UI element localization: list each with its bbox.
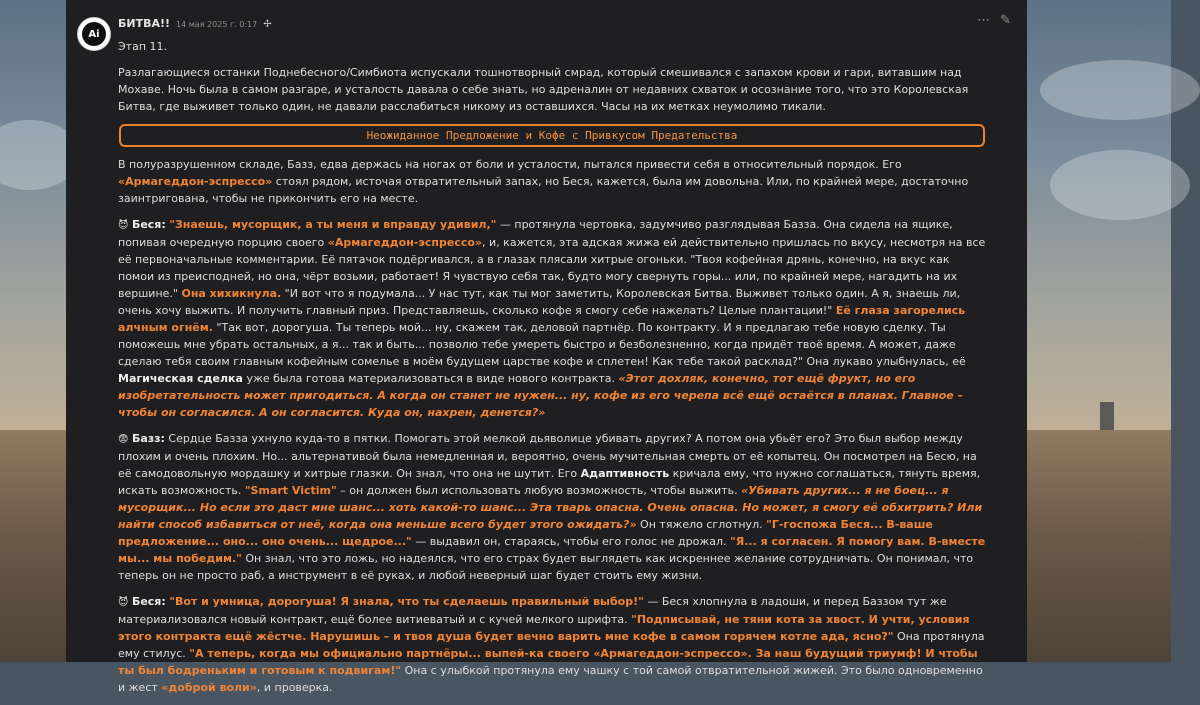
text: "Так вот, дорогуша. Ты теперь мой... ну, скажем так, деловой партнёр. По контракту. И я предлагаю тебе новую сделку. Ты поможешь мне убрать остальных, а я... так и быть... позволю тебе умереть быстро и безболезненно, когда придёт твоё время. А может, даже сделаю тебя своим главным кофейным сомелье в моём будущем царстве кофе и сплетен! Как тебе такой расклад?" Она лукаво улыбнулась, её [118,321,966,368]
text: кричала ему, что нужно соглашаться, тянуть время, искать возможность. [118,467,981,497]
post-date[interactable]: 14 мая 2025 г. 0:17 [176,20,258,29]
devil-emoji: 😈 [118,597,129,608]
banner-title: Неожиданное Предложение и Кофе с Привкусом Предательства [366,129,738,142]
highlight: Она хихикнула. [181,287,282,300]
text: стоял рядом, источая отвратительный запах, но Беся, кажется, была им довольна. Или, по крайней мере, достаточно заинтригована, чтобы не прикончить его на месте. [118,175,969,205]
speaker-label: Беся: [131,218,166,231]
avatar[interactable] [77,17,111,51]
text: — Беся хлопнула в ладоши, и перед Баззом тут же материализовался новый контракт, ещё более витиеватый и с кучей мелкого шрифта. [118,595,947,626]
cloud [1040,60,1200,120]
paragraph-besya-contract [118,593,988,696]
text: , и проверка. [256,681,333,694]
text: — протянула чертовка, задумчиво разглядывая Базза. Она сидела на ящике, попивая очередную порцию своего [118,218,953,249]
speaker-label: Базз: [131,432,165,445]
text: , и, кажется, эта адская жижа ей действительно пришлась по вкусу, несмотря на все её первоначальные комментарии. Её пятачок подёргивался, а в глазах плясали хитрые огоньки. "Твоя кофейная дрянь, конечно, на вкус как помои из преисподней, но она, чёрт возьми, работает! Я чувствую себя так, будто могу свернуть горы... или, по крайней мере, нагадить на их вершине." [118,236,986,300]
quote: "Г-госпожа Беся... В-ваше предложение... оно... оно очень... щедрое..." [118,518,933,548]
text: Сердце Базза ухнуло куда-то в пятки. Помогать этой мелкой дьяволице убивать других? А потом она убьёт его? Это был выбор между плохим и очень плохим. Но... альтернативой была немедленная и, вероятно, очень мучительная смерть от её копытец. Он посмотрел на Бесю, на её самодовольную мордашку и хитрые глазки. Он знал, что она не шутит. Его [118,432,977,480]
bold-term: Адаптивность [580,467,670,480]
text: Он тяжело сглотнул. [636,518,767,531]
paragraph-buzz-reply [118,430,988,584]
highlight: "Smart Victim" [244,484,337,497]
bold-term: Магическая сделка [118,372,243,385]
author-name[interactable]: БИТВА!! [118,17,171,30]
section-banner [119,124,985,147]
devil-emoji: 😈 [118,220,129,231]
stage-label: Этап 11. [118,40,168,53]
pin-icon: ✢ [263,19,272,30]
highlight: «доброй воли» [161,681,257,694]
text: В полуразрушенном складе, Базз, едва держась на ногах от боли и усталости, пытался привести себя в относительный порядок. Его [118,158,902,171]
avatar-logo: Ai [82,22,106,46]
skull-emoji: 😨 [118,434,129,445]
post-card [66,0,1027,694]
quote: "Знаешь, мусорщик, а ты меня и вправду удивил," [169,218,497,231]
paragraph-warehouse [118,156,988,207]
text: Она протянула ему стилус. [118,630,985,660]
post-content [118,38,988,705]
inner-thought: «Этот дохляк, конечно, тот ещё фрукт, но его изобретательность может пригодиться. А когда он станет не нужен... ну, кофе из его черепа всё ещё остаётся в планах. Главное – чтобы он согласился. А он согласится. Куда он, нахрен, денется?» [118,372,964,419]
inner-thought: «Убивать других... я не боец... я мусорщик... Но если это даст мне шанс... хоть какой-то шанс... Эта тварь опасна. Очень опасна. Но может, я смогу её обхитрить? Или найти способ избавиться от неё, когда она меньше всего будет этого ожидать?» [118,484,983,531]
post-header [118,17,272,33]
quote: "Подписывай, не тяни кота за хвост. И учти, условия этого контракта ещё жёстче. Нарушишь – и твоя душа будет вечно варить мне кофе в самом горячем котле ада, ясно?" [118,613,970,643]
intro-paragraph: Разлагающиеся останки Поднебесного/Симбиота испускали тошнотворный смрад, который смешивался с запахом крови и гари, витавшим над Мохаве. Ночь была в самом разгаре, и усталость давала о себе знать, но адреналин от недавних схваток и осознание того, что это Королевская Битва, где выживет только один, не давали расслабиться никому из оставшихся. Часы на их метках неумолимо тикали. [118,66,969,113]
text: — выдавил он, стараясь, чтобы его голос не дрожал. [411,535,731,548]
post-tools [977,13,1011,28]
highlight: Её глаза загорелись алчным огнём. [118,304,966,334]
paragraph-besya-offer [118,216,988,421]
more-icon[interactable]: ⋯ [977,13,991,28]
highlight: «Армагеддон-эспрессо» [118,175,273,188]
edit-icon[interactable]: ✎ [1000,13,1011,28]
quote: "А теперь, когда мы официально партнёры... выпей-ка своего «Армагеддон-эспрессо». За наш будущий триумф! И чтобы ты был бодреньким и готовым к подвигам!" [118,647,978,677]
highlight: «Армагеддон-эспрессо» [327,236,483,249]
text: Она с улыбкой протянула ему чашку с той самой отвратительной жижей. Это было одновременно и жест [118,664,983,694]
cloud [1050,150,1190,220]
text: Он знал, что это ложь, но надеялся, что его страх будет выглядеть как искреннее желание сотрудничать. Он понимал, что теперь он не просто раб, а инструмент в её руках, и любой неверный шаг будет стоить ему жизни. [118,552,974,582]
quote: "Вот и умница, дорогуша! Я знала, что ты сделаешь правильный выбор!" [169,595,644,608]
text: "И вот что я подумала... У нас тут, как ты мог заметить, Королевская Битва. Выживет только один. А я, знаешь ли, очень хочу выжить. И получить главный приз. Представляешь, сколько кофе я смогу себе нажелать? Целые плантации!" [118,287,961,317]
quote: "Я... я согласен. Я помогу вам. В-вместе мы... мы победим." [118,535,986,565]
text: уже была готова материализоваться в виде нового контракта. [242,372,619,385]
speaker-label: Беся: [131,595,166,608]
text: – он должен был использовать любую возможность, чтобы выжить. [336,484,742,497]
